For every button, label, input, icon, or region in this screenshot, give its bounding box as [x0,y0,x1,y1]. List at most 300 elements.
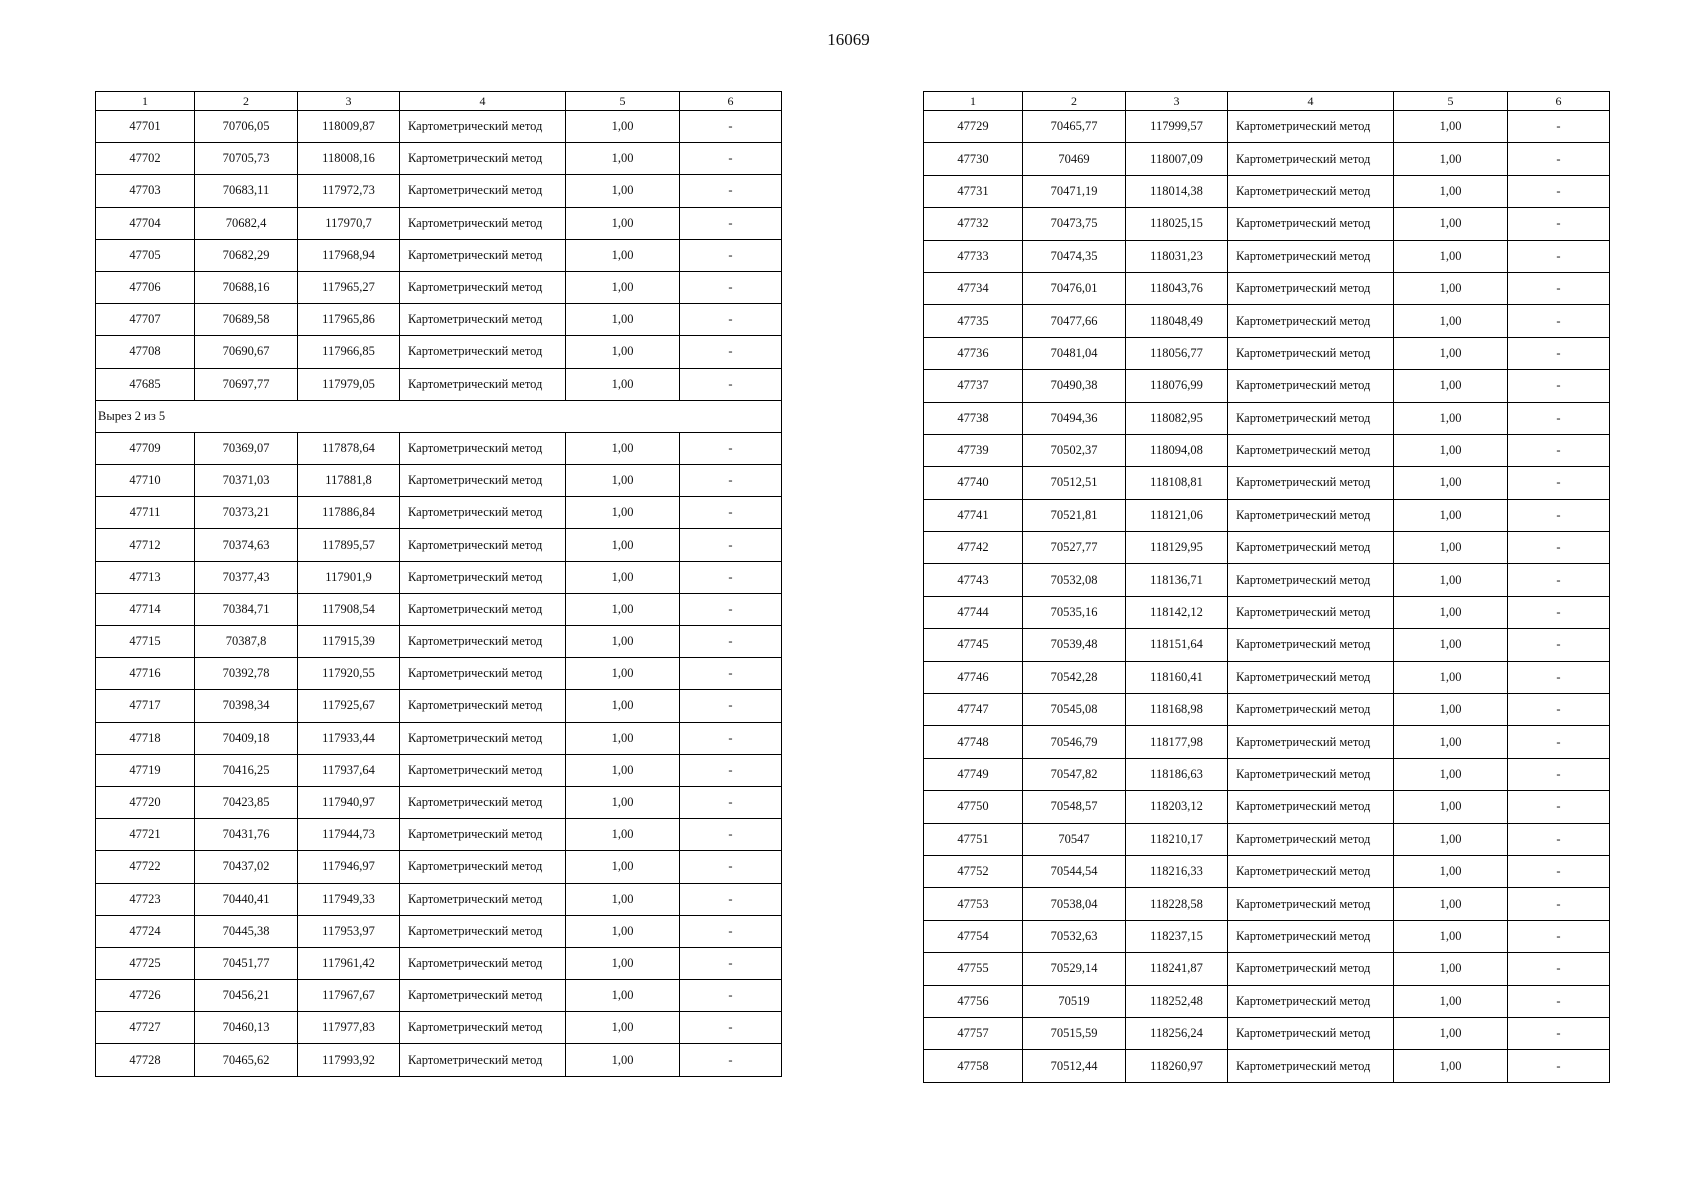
description-cell: - [680,368,782,400]
accuracy-cell: 1,00 [1394,629,1508,661]
x-coordinate-cell: 70494,36 [1023,402,1126,434]
point-number-cell: 47721 [96,819,195,851]
description-cell: - [680,304,782,336]
table-row [96,336,782,368]
x-coordinate-cell: 70392,78 [195,658,298,690]
method-cell: Картометрический метод [1228,532,1394,564]
method-cell: Картометрический метод [1228,370,1394,402]
description-cell: - [1508,111,1610,143]
x-coordinate-cell: 70473,75 [1023,208,1126,240]
description-cell: - [1508,337,1610,369]
table-row [96,143,782,175]
x-coordinate-cell: 70409,18 [195,722,298,754]
x-coordinate-cell: 70527,77 [1023,532,1126,564]
point-number-cell: 47748 [924,726,1023,758]
point-number-cell: 47716 [96,658,195,690]
table-row [924,467,1610,499]
method-cell: Картометрический метод [400,915,566,947]
y-coordinate-cell: 118007,09 [1126,143,1228,175]
coordinates-table-left [95,91,782,1077]
table-row [96,207,782,239]
y-coordinate-cell: 118043,76 [1126,272,1228,304]
point-number-cell: 47736 [924,337,1023,369]
y-coordinate-cell: 118014,38 [1126,175,1228,207]
accuracy-cell: 1,00 [566,947,680,979]
column-header: 5 [566,92,680,111]
section-label: Вырез 2 из 5 [96,400,782,432]
x-coordinate-cell: 70544,54 [1023,855,1126,887]
column-header: 3 [298,92,400,111]
accuracy-cell: 1,00 [1394,694,1508,726]
point-number-cell: 47722 [96,851,195,883]
x-coordinate-cell: 70548,57 [1023,791,1126,823]
column-header: 4 [1228,92,1394,111]
y-coordinate-cell: 117970,7 [298,207,400,239]
description-cell: - [1508,596,1610,628]
method-cell: Картометрический метод [1228,272,1394,304]
table-body-right [924,111,1610,1083]
y-coordinate-cell: 117993,92 [298,1044,400,1076]
x-coordinate-cell: 70705,73 [195,143,298,175]
description-cell: - [1508,434,1610,466]
table-row [96,271,782,303]
table-row [924,240,1610,272]
table-row [924,661,1610,693]
point-number-cell: 47720 [96,786,195,818]
table-row [96,1012,782,1044]
method-cell: Картометрический метод [1228,661,1394,693]
x-coordinate-cell: 70456,21 [195,980,298,1012]
x-coordinate-cell: 70465,77 [1023,111,1126,143]
accuracy-cell: 1,00 [566,690,680,722]
accuracy-cell: 1,00 [566,561,680,593]
x-coordinate-cell: 70689,58 [195,304,298,336]
y-coordinate-cell: 118216,33 [1126,855,1228,887]
y-coordinate-cell: 117940,97 [298,786,400,818]
x-coordinate-cell: 70481,04 [1023,337,1126,369]
y-coordinate-cell: 117908,54 [298,593,400,625]
accuracy-cell: 1,00 [1394,1017,1508,1049]
description-cell: - [1508,1017,1610,1049]
y-coordinate-cell: 117972,73 [298,175,400,207]
method-cell: Картометрический метод [400,593,566,625]
description-cell: - [680,883,782,915]
method-cell: Картометрический метод [1228,175,1394,207]
table-row [96,851,782,883]
y-coordinate-cell: 118160,41 [1126,661,1228,693]
table-row [924,1050,1610,1082]
description-cell: - [1508,661,1610,693]
description-cell: - [1508,143,1610,175]
method-cell: Картометрический метод [400,497,566,529]
point-number-cell: 47744 [924,596,1023,628]
table-row [924,823,1610,855]
method-cell: Картометрический метод [1228,1017,1394,1049]
description-cell: - [680,271,782,303]
point-number-cell: 47710 [96,465,195,497]
y-coordinate-cell: 118203,12 [1126,791,1228,823]
point-number-cell: 47719 [96,754,195,786]
y-coordinate-cell: 117965,86 [298,304,400,336]
table-row [96,175,782,207]
y-coordinate-cell: 117878,64 [298,432,400,464]
x-coordinate-cell: 70387,8 [195,626,298,658]
table-row [96,883,782,915]
table-row [96,722,782,754]
table-row [924,791,1610,823]
x-coordinate-cell: 70476,01 [1023,272,1126,304]
table-row [96,497,782,529]
point-number-cell: 47742 [924,532,1023,564]
accuracy-cell: 1,00 [1394,758,1508,790]
column-header: 6 [680,92,782,111]
description-cell: - [680,1044,782,1076]
y-coordinate-cell: 117967,67 [298,980,400,1012]
point-number-cell: 47746 [924,661,1023,693]
column-header: 2 [195,92,298,111]
x-coordinate-cell: 70477,66 [1023,305,1126,337]
method-cell: Картометрический метод [400,1012,566,1044]
x-coordinate-cell: 70512,44 [1023,1050,1126,1082]
x-coordinate-cell: 70371,03 [195,465,298,497]
x-coordinate-cell: 70535,16 [1023,596,1126,628]
y-coordinate-cell: 118210,17 [1126,823,1228,855]
method-cell: Картометрический метод [400,239,566,271]
accuracy-cell: 1,00 [1394,111,1508,143]
y-coordinate-cell: 117937,64 [298,754,400,786]
y-coordinate-cell: 118142,12 [1126,596,1228,628]
accuracy-cell: 1,00 [1394,272,1508,304]
description-cell: - [680,529,782,561]
point-number-cell: 47702 [96,143,195,175]
table-row [96,593,782,625]
accuracy-cell: 1,00 [566,915,680,947]
accuracy-cell: 1,00 [566,883,680,915]
x-coordinate-cell: 70542,28 [1023,661,1126,693]
method-cell: Картометрический метод [400,465,566,497]
accuracy-cell: 1,00 [566,1012,680,1044]
point-number-cell: 47735 [924,305,1023,337]
point-number-cell: 47728 [96,1044,195,1076]
y-coordinate-cell: 117933,44 [298,722,400,754]
table-row [96,465,782,497]
x-coordinate-cell: 70373,21 [195,497,298,529]
table-row [924,1017,1610,1049]
table-row [96,432,782,464]
accuracy-cell: 1,00 [1394,532,1508,564]
x-coordinate-cell: 70532,08 [1023,564,1126,596]
x-coordinate-cell: 70688,16 [195,271,298,303]
y-coordinate-cell: 117961,42 [298,947,400,979]
table-row [96,304,782,336]
y-coordinate-cell: 117949,33 [298,883,400,915]
description-cell: - [680,175,782,207]
point-number-cell: 47713 [96,561,195,593]
point-number-cell: 47739 [924,434,1023,466]
x-coordinate-cell: 70369,07 [195,432,298,464]
column-header: 6 [1508,92,1610,111]
point-number-cell: 47714 [96,593,195,625]
description-cell: - [1508,791,1610,823]
description-cell: - [1508,240,1610,272]
accuracy-cell: 1,00 [1394,175,1508,207]
description-cell: - [1508,532,1610,564]
y-coordinate-cell: 117895,57 [298,529,400,561]
method-cell: Картометрический метод [400,304,566,336]
description-cell: - [1508,855,1610,887]
table-row [96,754,782,786]
accuracy-cell: 1,00 [1394,240,1508,272]
y-coordinate-cell: 118008,16 [298,143,400,175]
accuracy-cell: 1,00 [566,497,680,529]
accuracy-cell: 1,00 [1394,208,1508,240]
point-number-cell: 47753 [924,888,1023,920]
description-cell: - [1508,467,1610,499]
table-row [924,694,1610,726]
description-cell: - [1508,629,1610,661]
description-cell: - [1508,305,1610,337]
accuracy-cell: 1,00 [566,754,680,786]
table-row [924,402,1610,434]
accuracy-cell: 1,00 [1394,305,1508,337]
point-number-cell: 47704 [96,207,195,239]
table-row [924,920,1610,952]
description-cell: - [1508,402,1610,434]
y-coordinate-cell: 117925,67 [298,690,400,722]
table-row [924,985,1610,1017]
coordinates-table-right [923,91,1610,1083]
method-cell: Картометрический метод [400,690,566,722]
description-cell: - [680,239,782,271]
x-coordinate-cell: 70471,19 [1023,175,1126,207]
x-coordinate-cell: 70377,43 [195,561,298,593]
x-coordinate-cell: 70474,35 [1023,240,1126,272]
point-number-cell: 47730 [924,143,1023,175]
x-coordinate-cell: 70374,63 [195,529,298,561]
y-coordinate-cell: 117953,97 [298,915,400,947]
point-number-cell: 47738 [924,402,1023,434]
accuracy-cell: 1,00 [566,271,680,303]
table-row [96,786,782,818]
point-number-cell: 47717 [96,690,195,722]
table-row [924,758,1610,790]
method-cell: Картометрический метод [400,722,566,754]
table-row [924,175,1610,207]
page-number: 16069 [827,30,870,49]
x-coordinate-cell: 70682,4 [195,207,298,239]
point-number-cell: 47741 [924,499,1023,531]
description-cell: - [1508,272,1610,304]
method-cell: Картометрический метод [400,207,566,239]
description-cell: - [680,915,782,947]
description-cell: - [1508,920,1610,952]
table-row [96,368,782,400]
table-row [96,529,782,561]
table-row [96,239,782,271]
description-cell: - [680,561,782,593]
x-coordinate-cell: 70445,38 [195,915,298,947]
point-number-cell: 47706 [96,271,195,303]
method-cell: Картометрический метод [400,529,566,561]
method-cell: Картометрический метод [1228,920,1394,952]
table-row [924,629,1610,661]
point-number-cell: 47745 [924,629,1023,661]
y-coordinate-cell: 117966,85 [298,336,400,368]
method-cell: Картометрический метод [1228,888,1394,920]
y-coordinate-cell: 118048,49 [1126,305,1228,337]
y-coordinate-cell: 118228,58 [1126,888,1228,920]
x-coordinate-cell: 70416,25 [195,754,298,786]
point-number-cell: 47733 [924,240,1023,272]
column-header: 3 [1126,92,1228,111]
accuracy-cell: 1,00 [566,239,680,271]
point-number-cell: 47752 [924,855,1023,887]
method-cell: Картометрический метод [400,819,566,851]
y-coordinate-cell: 118177,98 [1126,726,1228,758]
y-coordinate-cell: 118056,77 [1126,337,1228,369]
point-number-cell: 47723 [96,883,195,915]
point-number-cell: 47707 [96,304,195,336]
description-cell: - [680,722,782,754]
table-row [96,561,782,593]
column-header: 1 [96,92,195,111]
accuracy-cell: 1,00 [566,529,680,561]
accuracy-cell: 1,00 [566,175,680,207]
method-cell: Картометрический метод [1228,823,1394,855]
y-coordinate-cell: 118237,15 [1126,920,1228,952]
x-coordinate-cell: 70502,37 [1023,434,1126,466]
accuracy-cell: 1,00 [1394,888,1508,920]
description-cell: - [1508,208,1610,240]
table-row [924,305,1610,337]
point-number-cell: 47718 [96,722,195,754]
accuracy-cell: 1,00 [1394,402,1508,434]
method-cell: Картометрический метод [1228,726,1394,758]
accuracy-cell: 1,00 [566,819,680,851]
y-coordinate-cell: 117944,73 [298,819,400,851]
x-coordinate-cell: 70469 [1023,143,1126,175]
y-coordinate-cell: 118094,08 [1126,434,1228,466]
method-cell: Картометрический метод [400,175,566,207]
x-coordinate-cell: 70465,62 [195,1044,298,1076]
point-number-cell: 47750 [924,791,1023,823]
y-coordinate-cell: 118129,95 [1126,532,1228,564]
accuracy-cell: 1,00 [1394,985,1508,1017]
y-coordinate-cell: 117901,9 [298,561,400,593]
point-number-cell: 47703 [96,175,195,207]
description-cell: - [680,465,782,497]
accuracy-cell: 1,00 [566,432,680,464]
point-number-cell: 47732 [924,208,1023,240]
method-cell: Картометрический метод [1228,467,1394,499]
method-cell: Картометрический метод [400,561,566,593]
description-cell: - [680,819,782,851]
x-coordinate-cell: 70547,82 [1023,758,1126,790]
point-number-cell: 47705 [96,239,195,271]
y-coordinate-cell: 118076,99 [1126,370,1228,402]
description-cell: - [1508,694,1610,726]
point-number-cell: 47756 [924,985,1023,1017]
table-row [924,726,1610,758]
x-coordinate-cell: 70519 [1023,985,1126,1017]
column-header: 2 [1023,92,1126,111]
method-cell: Картометрический метод [1228,240,1394,272]
description-cell: - [680,497,782,529]
description-cell: - [680,980,782,1012]
x-coordinate-cell: 70398,34 [195,690,298,722]
description-cell: - [680,851,782,883]
x-coordinate-cell: 70706,05 [195,111,298,143]
method-cell: Картометрический метод [400,271,566,303]
x-coordinate-cell: 70437,02 [195,851,298,883]
y-coordinate-cell: 118256,24 [1126,1017,1228,1049]
accuracy-cell: 1,00 [566,786,680,818]
column-header: 4 [400,92,566,111]
y-coordinate-cell: 117946,97 [298,851,400,883]
point-number-cell: 47685 [96,368,195,400]
point-number-cell: 47737 [924,370,1023,402]
x-coordinate-cell: 70521,81 [1023,499,1126,531]
y-coordinate-cell: 118082,95 [1126,402,1228,434]
accuracy-cell: 1,00 [1394,791,1508,823]
y-coordinate-cell: 117915,39 [298,626,400,658]
table-header-row [96,92,782,111]
method-cell: Картометрический метод [1228,305,1394,337]
method-cell: Картометрический метод [1228,629,1394,661]
table-body-left [96,111,782,1077]
x-coordinate-cell: 70431,76 [195,819,298,851]
point-number-cell: 47743 [924,564,1023,596]
table-row [96,980,782,1012]
y-coordinate-cell: 118186,63 [1126,758,1228,790]
table-row [924,337,1610,369]
accuracy-cell: 1,00 [1394,823,1508,855]
description-cell: - [680,593,782,625]
table-row [96,626,782,658]
table-row [924,596,1610,628]
method-cell: Картометрический метод [1228,694,1394,726]
description-cell: - [680,336,782,368]
point-number-cell: 47726 [96,980,195,1012]
accuracy-cell: 1,00 [1394,726,1508,758]
accuracy-cell: 1,00 [1394,337,1508,369]
y-coordinate-cell: 118108,81 [1126,467,1228,499]
accuracy-cell: 1,00 [1394,434,1508,466]
accuracy-cell: 1,00 [1394,499,1508,531]
method-cell: Картометрический метод [400,947,566,979]
point-number-cell: 47757 [924,1017,1023,1049]
table-row [924,272,1610,304]
description-cell: - [680,432,782,464]
y-coordinate-cell: 117920,55 [298,658,400,690]
accuracy-cell: 1,00 [566,1044,680,1076]
y-coordinate-cell: 117968,94 [298,239,400,271]
table-row [924,499,1610,531]
accuracy-cell: 1,00 [566,593,680,625]
description-cell: - [680,111,782,143]
point-number-cell: 47751 [924,823,1023,855]
point-number-cell: 47727 [96,1012,195,1044]
x-coordinate-cell: 70451,77 [195,947,298,979]
accuracy-cell: 1,00 [1394,1050,1508,1082]
table-row [96,690,782,722]
x-coordinate-cell: 70682,29 [195,239,298,271]
description-cell: - [1508,564,1610,596]
x-coordinate-cell: 70690,67 [195,336,298,368]
method-cell: Картометрический метод [1228,564,1394,596]
description-cell: - [1508,370,1610,402]
description-cell: - [680,658,782,690]
